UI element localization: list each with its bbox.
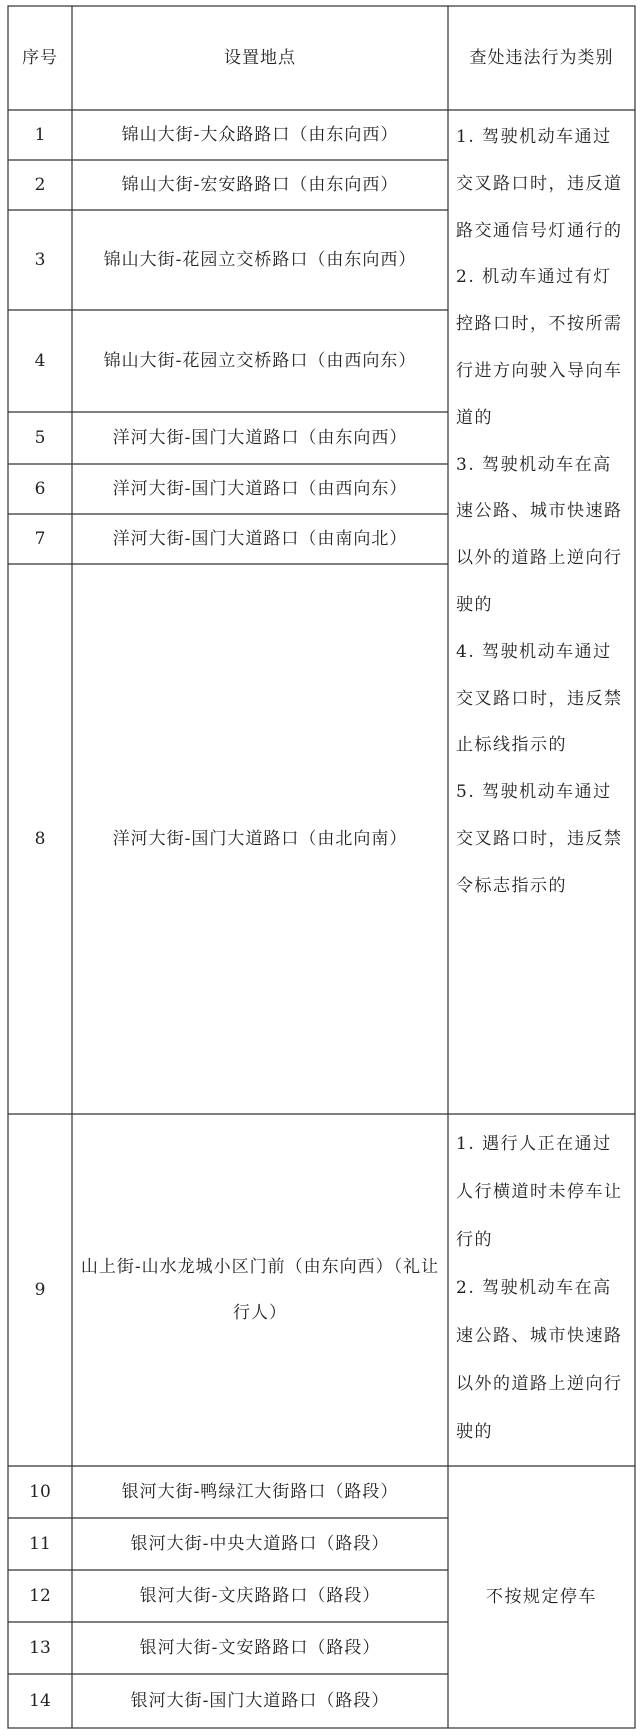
row-6-location <box>72 464 448 514</box>
row-3-number <box>8 210 72 310</box>
row-10-location <box>72 1466 448 1518</box>
header-category <box>448 6 635 110</box>
category-group-2 <box>448 1114 635 1466</box>
row-number: 4 <box>34 351 46 371</box>
row-2-location <box>72 160 448 210</box>
row-9-number <box>8 1114 72 1466</box>
row-number: 9 <box>34 1280 46 1300</box>
row-14-number <box>8 1674 72 1728</box>
row-7-location <box>72 514 448 564</box>
row-1-number <box>8 110 72 160</box>
row-10-number <box>8 1466 72 1518</box>
location-text: 银河大街-鸭绿江大街路口（路段） <box>121 1482 399 1502</box>
location-text: 银河大街-中央大道路口（路段） <box>130 1534 390 1554</box>
location-text: 洋河大街-国门大道路口（由北向南） <box>112 829 408 849</box>
location-text: 锦山大街-花园立交桥路口（由西向东） <box>103 351 417 371</box>
row-14-location <box>72 1674 448 1728</box>
row-5-number <box>8 412 72 464</box>
header-seq <box>8 6 72 110</box>
row-2-number <box>8 160 72 210</box>
row-number: 3 <box>34 250 46 270</box>
row-number: 1 <box>34 125 46 145</box>
header-category-label: 查处违法行为类别 <box>469 48 614 68</box>
row-7-number <box>8 514 72 564</box>
row-number: 14 <box>29 1691 51 1711</box>
row-8-number <box>8 564 72 1114</box>
category-1-item-3: 3. 驾驶机动车在高速公路、城市快速路以外的道路上逆向行驶的 <box>456 454 623 615</box>
category-group-3 <box>448 1466 635 1728</box>
row-number: 5 <box>34 428 46 448</box>
category-2-item-2: 2. 驾驶机动车在高速公路、城市快速路以外的道路上逆向行驶的 <box>456 1278 623 1442</box>
category-2-item-1: 1. 遇行人正在通过人行横道时未停车让行的 <box>456 1134 623 1250</box>
header-seq-label: 序号 <box>22 48 58 68</box>
row-8-location <box>72 564 448 1114</box>
header-location <box>72 6 448 110</box>
row-number: 2 <box>34 175 46 195</box>
row-4-location <box>72 310 448 412</box>
location-text: 洋河大街-国门大道路口（由西向东） <box>112 479 408 499</box>
location-text: 锦山大街-花园立交桥路口（由东向西） <box>103 250 417 270</box>
row-number: 11 <box>29 1534 51 1554</box>
row-number: 13 <box>29 1638 51 1658</box>
category-1-item-4: 4. 驾驶机动车通过交叉路口时，违反禁止标线指示的 <box>456 641 623 756</box>
row-12-number <box>8 1570 72 1622</box>
row-5-location <box>72 412 448 464</box>
row-number: 8 <box>34 829 46 849</box>
row-number: 12 <box>29 1586 51 1606</box>
category-1-item-2: 2. 机动车通过有灯控路口时，不按所需行进方向驶入导向车道的 <box>456 267 623 428</box>
location-text: 银河大街-文庆路路口（路段） <box>139 1586 381 1606</box>
row-11-number <box>8 1518 72 1570</box>
row-13-number <box>8 1622 72 1674</box>
row-3-location <box>72 210 448 310</box>
location-text: 洋河大街-国门大道路口（由东向西） <box>112 428 408 448</box>
location-text: 山上街-山水龙城小区门前（由东向西）（礼让行人） <box>80 1257 440 1323</box>
row-number: 7 <box>34 529 46 549</box>
location-text: 银河大街-文安路路口（路段） <box>139 1638 381 1658</box>
location-text: 银河大街-国门大道路口（路段） <box>130 1691 390 1711</box>
row-13-location <box>72 1622 448 1674</box>
category-3-text: 不按规定停车 <box>486 1587 597 1607</box>
row-number: 6 <box>34 479 46 499</box>
location-text: 锦山大街-大众路路口（由东向西） <box>121 125 399 145</box>
row-12-location <box>72 1570 448 1622</box>
category-1-item-1: 1. 驾驶机动车通过交叉路口时，违反道路交通信号灯通行的 <box>456 127 623 241</box>
row-6-number <box>8 464 72 514</box>
category-1-item-5: 5. 驾驶机动车通过交叉路口时，违反禁令标志指示的 <box>456 782 623 896</box>
category-group-1 <box>448 110 635 1114</box>
location-text: 锦山大街-宏安路路口（由东向西） <box>121 175 399 195</box>
row-number: 10 <box>29 1482 51 1502</box>
row-4-number <box>8 310 72 412</box>
header-location-label: 设置地点 <box>224 48 296 68</box>
row-1-location <box>72 110 448 160</box>
location-text: 洋河大街-国门大道路口（由南向北） <box>112 529 408 549</box>
row-9-location <box>72 1114 448 1466</box>
row-11-location <box>72 1518 448 1570</box>
